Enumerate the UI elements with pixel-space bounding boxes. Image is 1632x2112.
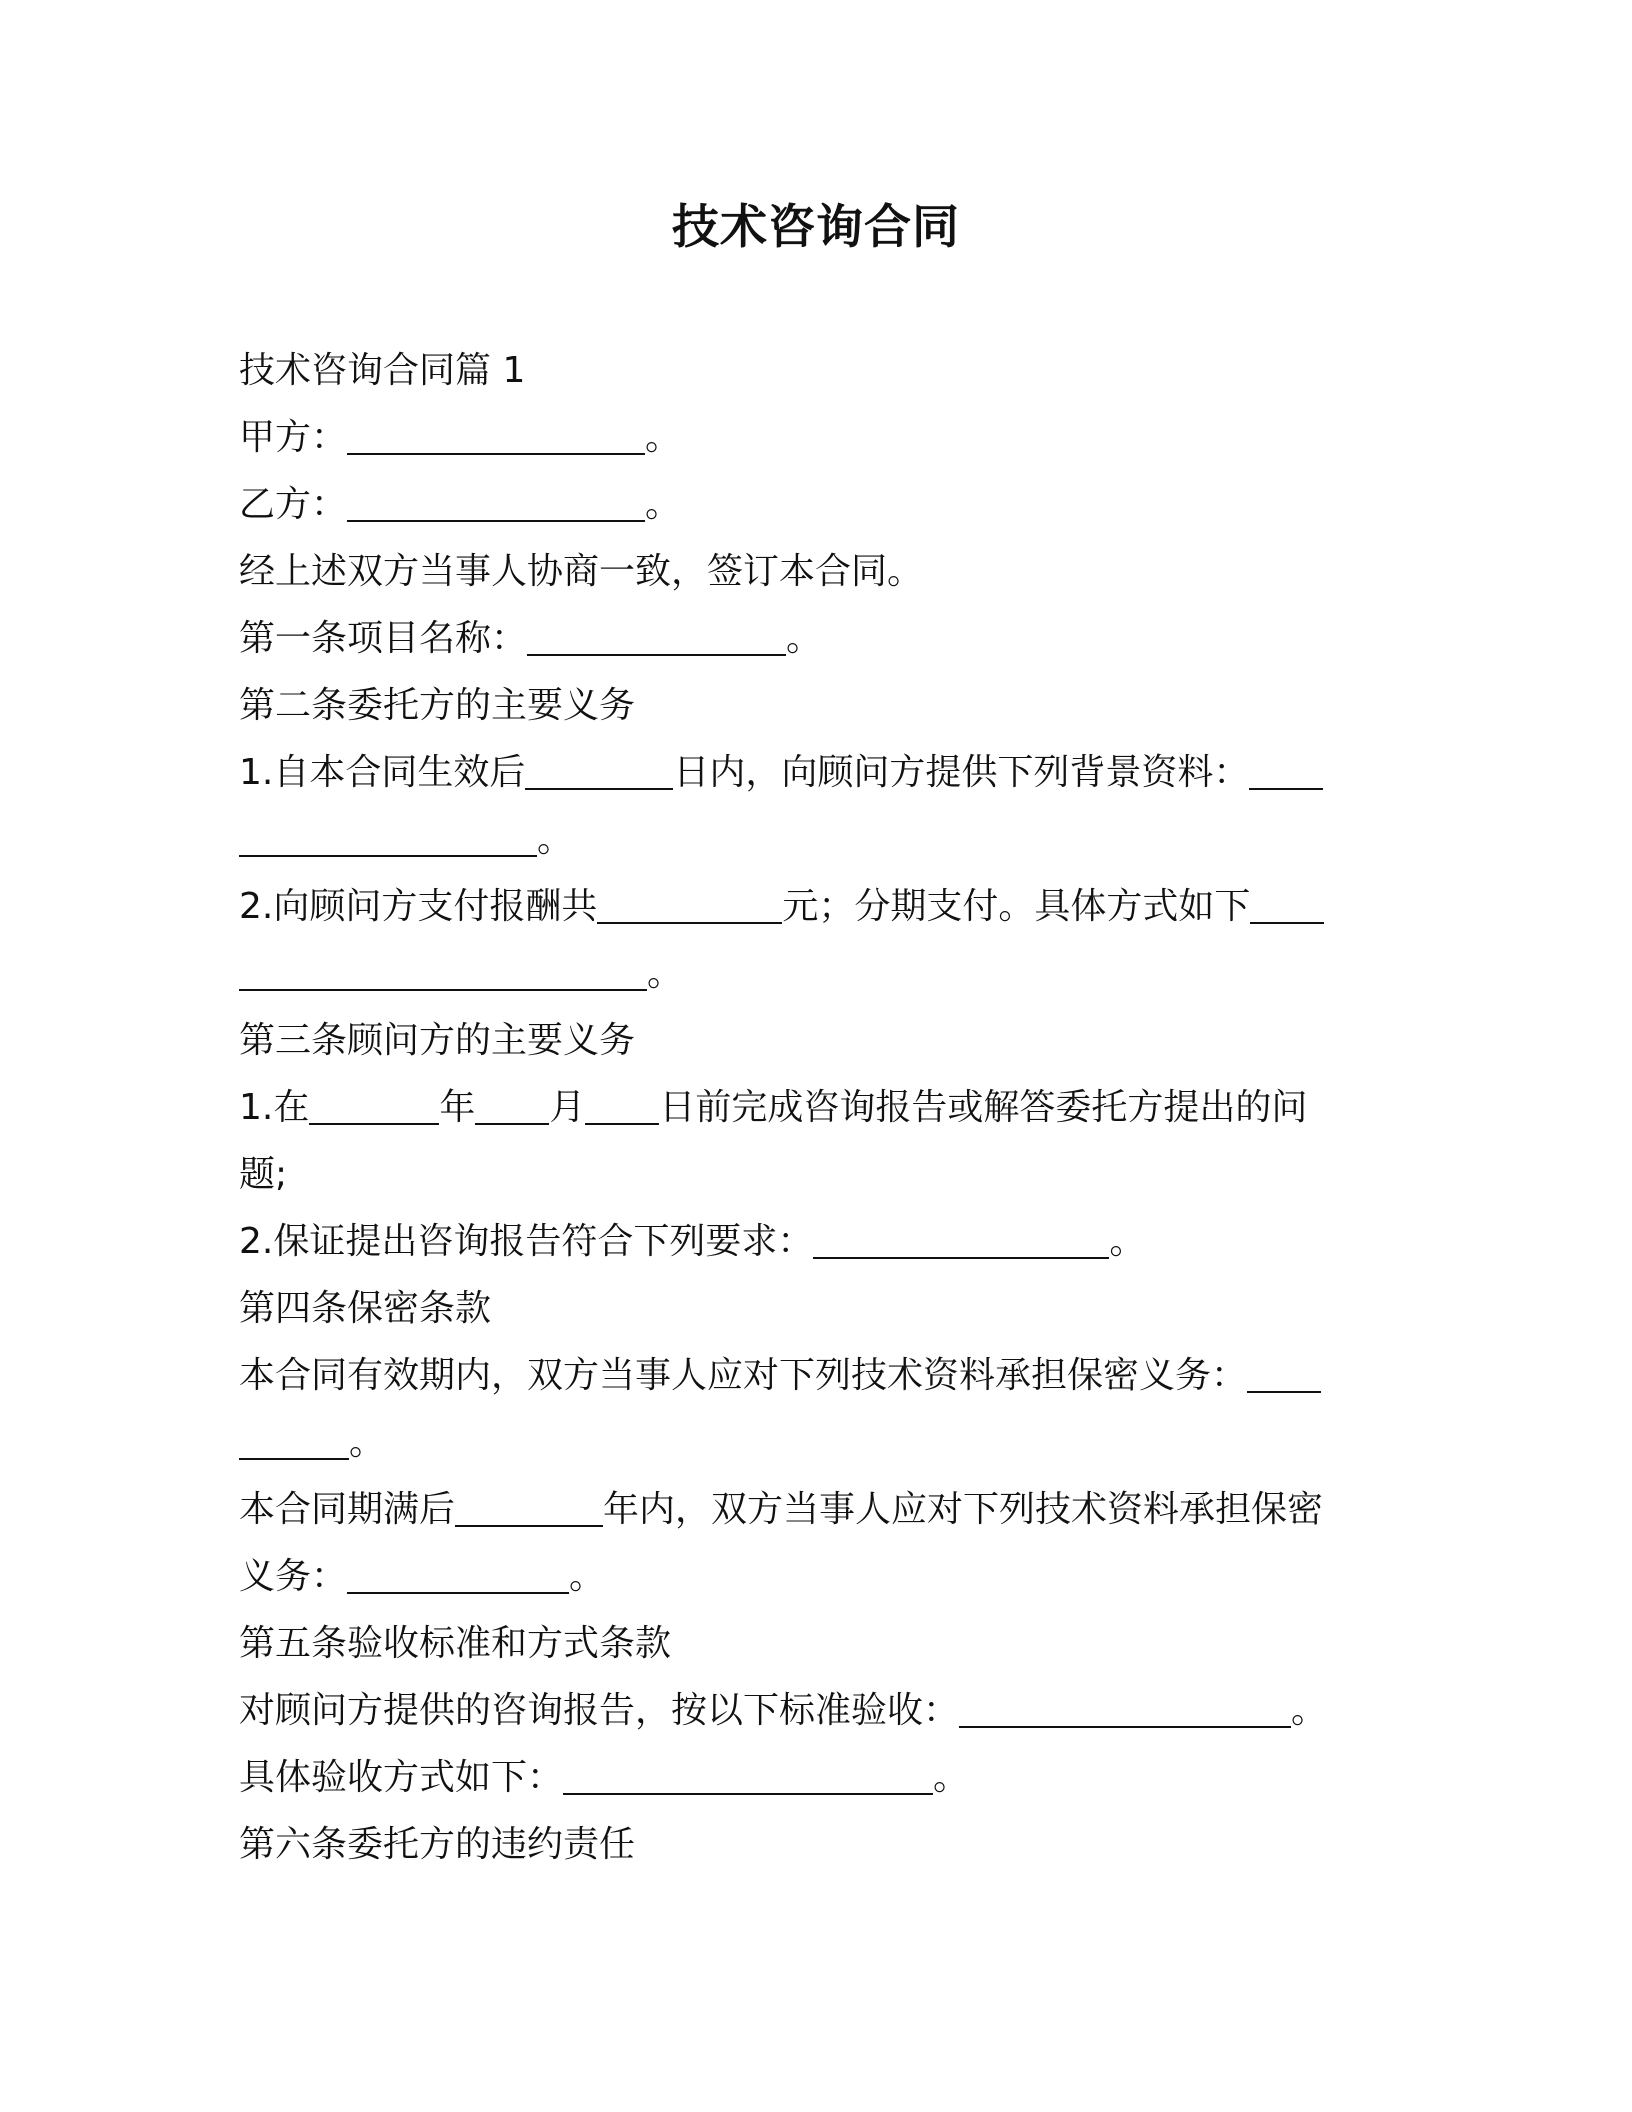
text: 本合同期满后	[239, 1489, 456, 1530]
article-heading	[239, 1811, 1359, 1878]
text: 年内，双方当事人应对下列技术资料承担保密	[603, 1489, 1324, 1530]
clause-line	[239, 1342, 1359, 1409]
clause-line	[239, 873, 1359, 940]
section-heading	[239, 337, 1359, 404]
text: 题;	[239, 1154, 288, 1195]
article-1-line	[239, 605, 1359, 672]
blank-line	[1247, 1351, 1321, 1393]
text: 本合同有效期内，双方当事人应对下列技术资料承担保密义务：	[239, 1355, 1248, 1396]
blank-line	[455, 1485, 603, 1527]
text: 第五条验收标准和方式条款	[239, 1623, 672, 1664]
text: 年	[439, 1087, 476, 1128]
article-heading	[239, 1275, 1359, 1342]
label: 第一条项目名称：	[239, 618, 528, 659]
document-title: 技术咨询合同	[672, 200, 960, 255]
label: 具体验收方式如下：	[239, 1757, 564, 1798]
text: 第二条委托方的主要义务	[239, 685, 636, 726]
blank-line	[309, 1083, 439, 1125]
text: 。	[1291, 1690, 1328, 1731]
text: 1.在	[239, 1087, 310, 1128]
clause-continuation	[239, 1141, 1359, 1208]
clause-line	[239, 1208, 1359, 1275]
clause-continuation	[239, 1543, 1359, 1610]
article-heading	[239, 1007, 1359, 1074]
party-b-line	[239, 471, 1359, 538]
text: 月	[549, 1087, 586, 1128]
document-body	[239, 337, 1359, 1878]
blank-line	[239, 949, 647, 991]
text: 第四条保密条款	[239, 1288, 492, 1329]
text: 经上述双方当事人协商一致，签订本合同。	[239, 551, 924, 592]
text: 2.保证提出咨询报告符合下列要求：	[239, 1221, 814, 1262]
text: 对顾问方提供的咨询报告，按以下标准验收：	[239, 1690, 960, 1731]
blank-line	[1250, 882, 1324, 924]
clause-continuation	[239, 940, 1359, 1007]
text: 。	[569, 1556, 606, 1597]
label: 乙方：	[239, 484, 348, 525]
blank-line	[347, 1552, 569, 1594]
text: 日内，向顾问方提供下列背景资料：	[673, 752, 1250, 793]
blank-line	[585, 1083, 659, 1125]
blank-line	[347, 413, 645, 455]
text: 2.向顾问方支付报酬共	[239, 886, 598, 927]
blank-line	[239, 815, 537, 857]
text: 日前完成咨询报告或解答委托方提出的问	[659, 1087, 1308, 1128]
clause-line	[239, 1677, 1359, 1744]
clause-line	[239, 1074, 1359, 1141]
text: 第六条委托方的违约责任	[239, 1824, 636, 1865]
text: 1.自本合同生效后	[239, 752, 526, 793]
text: 。	[537, 819, 574, 860]
blank-line	[597, 882, 782, 924]
blank-line	[475, 1083, 549, 1125]
blank-line	[527, 614, 786, 656]
text: 。	[645, 417, 682, 458]
text: 技术咨询合同篇 1	[239, 350, 526, 391]
text: 。	[349, 1422, 386, 1463]
clause-line	[239, 739, 1359, 806]
blank-line	[813, 1217, 1109, 1259]
blank-line	[239, 1418, 349, 1460]
paragraph	[239, 538, 1359, 605]
text: 。	[1109, 1221, 1146, 1262]
article-heading	[239, 672, 1359, 739]
clause-continuation	[239, 1409, 1359, 1476]
party-a-line	[239, 404, 1359, 471]
clause-line	[239, 1476, 1359, 1543]
text: 第三条顾问方的主要义务	[239, 1020, 636, 1061]
text: 。	[647, 953, 684, 994]
text: 。	[786, 618, 823, 659]
blank-line	[525, 748, 673, 790]
clause-line	[239, 1744, 1359, 1811]
label: 甲方：	[239, 417, 348, 458]
blank-line	[563, 1753, 933, 1795]
article-heading	[239, 1610, 1359, 1677]
label: 义务：	[239, 1556, 348, 1597]
blank-line	[1249, 748, 1323, 790]
text: 。	[645, 484, 682, 525]
blank-line	[347, 480, 645, 522]
blank-line	[959, 1686, 1291, 1728]
text: 。	[933, 1757, 970, 1798]
text: 元；分期支付。具体方式如下	[782, 886, 1251, 927]
clause-continuation	[239, 806, 1359, 873]
